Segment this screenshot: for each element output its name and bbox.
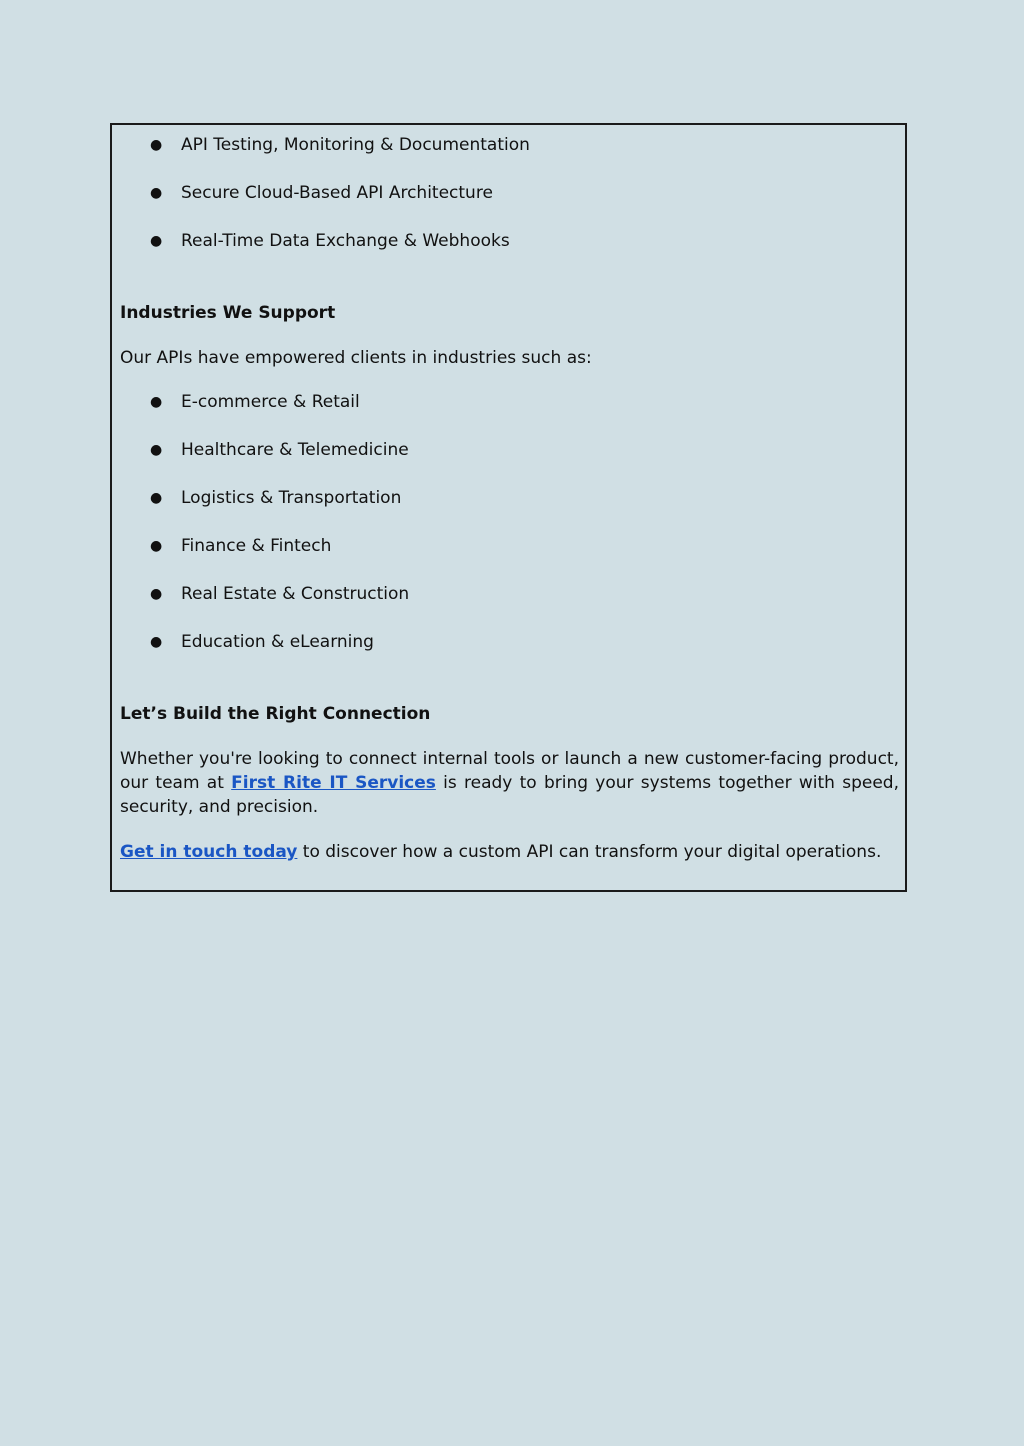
cta-paragraph xyxy=(120,840,881,864)
industry-item: Finance & Fintech xyxy=(181,536,332,556)
industry-item: Logistics & Transportation xyxy=(181,488,402,508)
bullet-icon: ● xyxy=(150,137,163,153)
bullet-icon: ● xyxy=(150,586,163,602)
industries-heading: Industries We Support xyxy=(120,303,336,323)
paragraph-text: Whether you're looking to connect internal tools or launch a new customer-facing product, our team at xyxy=(120,749,899,793)
feature-item: API Testing, Monitoring & Documentation xyxy=(181,135,530,155)
feature-item: Secure Cloud-Based API Architecture xyxy=(181,183,493,203)
industries-intro: Our APIs have empowered clients in industries such as: xyxy=(120,348,592,368)
cta-text: to discover how a custom API can transform your digital operations. xyxy=(297,842,882,862)
industry-item: Healthcare & Telemedicine xyxy=(181,440,409,460)
industry-item: Education & eLearning xyxy=(181,632,374,652)
bullet-icon: ● xyxy=(150,538,163,554)
paragraph-text: is ready to bring your systems together with speed, security, and precision. xyxy=(120,773,899,817)
bullet-icon: ● xyxy=(150,394,163,410)
get-in-touch-link[interactable]: Get in touch today xyxy=(120,842,298,862)
industry-item: Real Estate & Construction xyxy=(181,584,410,604)
industry-item: E-commerce & Retail xyxy=(181,392,360,412)
company-link[interactable]: First Rite IT Services xyxy=(231,773,436,793)
bullet-icon: ● xyxy=(150,634,163,650)
bullet-icon: ● xyxy=(150,490,163,506)
connection-paragraph xyxy=(120,747,899,819)
feature-item: Real-Time Data Exchange & Webhooks xyxy=(181,231,510,251)
connection-heading: Let’s Build the Right Connection xyxy=(120,704,431,724)
bullet-icon: ● xyxy=(150,442,163,458)
bullet-icon: ● xyxy=(150,185,163,201)
bullet-icon: ● xyxy=(150,233,163,249)
